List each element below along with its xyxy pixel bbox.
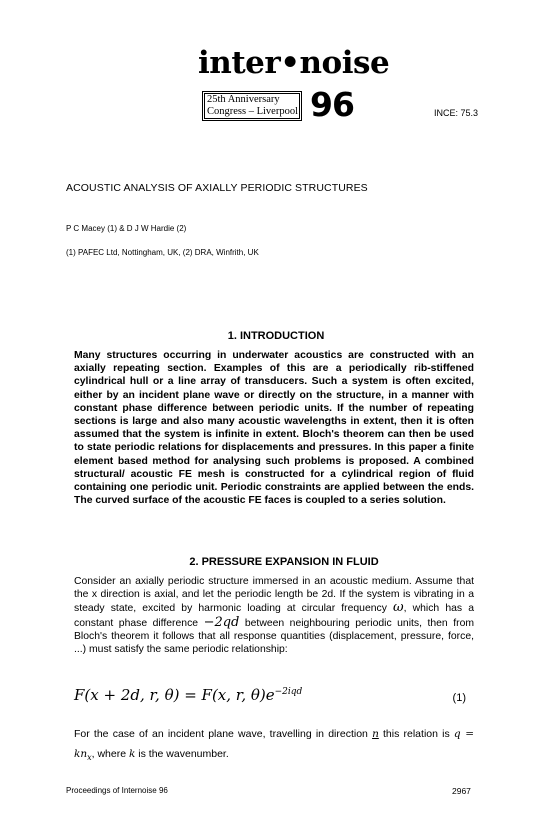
logo-box-line1: 25th Anniversary <box>207 94 280 105</box>
footer-proceedings: Proceedings of Internoise 96 <box>66 786 168 795</box>
relation-expression: q = kn <box>74 728 475 760</box>
paper-title: ACOUSTIC ANALYSIS OF AXIALLY PERIODIC STRUCTURES <box>66 182 368 194</box>
relation-subscript: x <box>87 753 92 763</box>
equation-body <box>74 686 302 704</box>
after-text-c: , where <box>91 748 129 760</box>
page-number: 2967 <box>452 786 471 796</box>
after-text-b: this relation is <box>378 728 454 740</box>
direction-symbol: n <box>372 728 379 740</box>
para-text-c: between neighbouring periodic units, then from Bloch's theorem it follows that all response quantities (displacement, pressure, force, ...) must satisfy the same periodic relationship: <box>74 617 475 656</box>
para-text-a: Consider an axially periodic structure immersed in an acoustic medium. Assume that the x direction is axial, and let the periodic length be 2d. If the system is vibrating in a steady state, excited by harmonic loading at circular frequency <box>74 576 474 615</box>
conference-logo <box>198 45 390 124</box>
logo-wordmark: inter•noise <box>198 45 390 81</box>
equation-number: (1) <box>452 692 466 704</box>
equation-exponent: −2iqd <box>274 687 303 697</box>
para-text-b: , which has a constant phase difference <box>74 603 474 629</box>
introduction-paragraph: Many structures occurring in underwater acoustics are constructed with an axially repeating section. Examples of this are a periodically rib-stiffened cylindrical hull or a line array of transducers. Such a system is often excited, either by an incident plane wave or directly on the structure, in a manner with constant phase difference between periodic units. If the number of repeating sections is large and also many acoustic wavelengths in extent, then it is often assumed that the system is infinite in extent. Bloch's theorem can then be used to state periodic relations for displacements and pressures. In this paper a finite element based method for analysing such problems is proposed. A combined structural/ acoustic FE mesh is constructed for a cylindrical region of fluid containing one periodic unit. Periodic constraints are applied between the ends. The curved surface of the acoustic FE faces is coupled to a series solution. <box>74 350 474 507</box>
omega-symbol: ω <box>393 600 404 616</box>
logo-box-line2: Congress – Liverpool <box>207 106 298 117</box>
paper-reference: INCE: 75.3 <box>434 108 479 118</box>
logo-anniversary-box <box>202 91 302 121</box>
equation-lhs: F(x + 2d, r, θ) = F(x, r, θ)e <box>74 686 275 704</box>
paper-authors: P C Macey (1) & D J W Hardie (2) <box>66 224 187 233</box>
k-symbol: k <box>129 748 136 760</box>
section-heading-pressure-expansion: 2. PRESSURE EXPANSION IN FLUID <box>189 556 379 568</box>
section-heading-introduction: 1. INTRODUCTION <box>227 330 325 342</box>
paper-affiliations: (1) PAFEC Ltd, Nottingham, UK, (2) DRA, Winfrith, UK <box>66 248 259 257</box>
after-text-d: is the wavenumber. <box>135 748 229 760</box>
logo-year: 96 <box>310 85 354 124</box>
after-text-a: For the case of an incident plane wave, travelling in direction <box>74 728 373 740</box>
pressure-expansion-paragraph <box>74 575 474 656</box>
plane-wave-paragraph <box>74 724 474 768</box>
phase-expression: −2qd <box>203 614 240 630</box>
equation-1 <box>74 686 474 710</box>
